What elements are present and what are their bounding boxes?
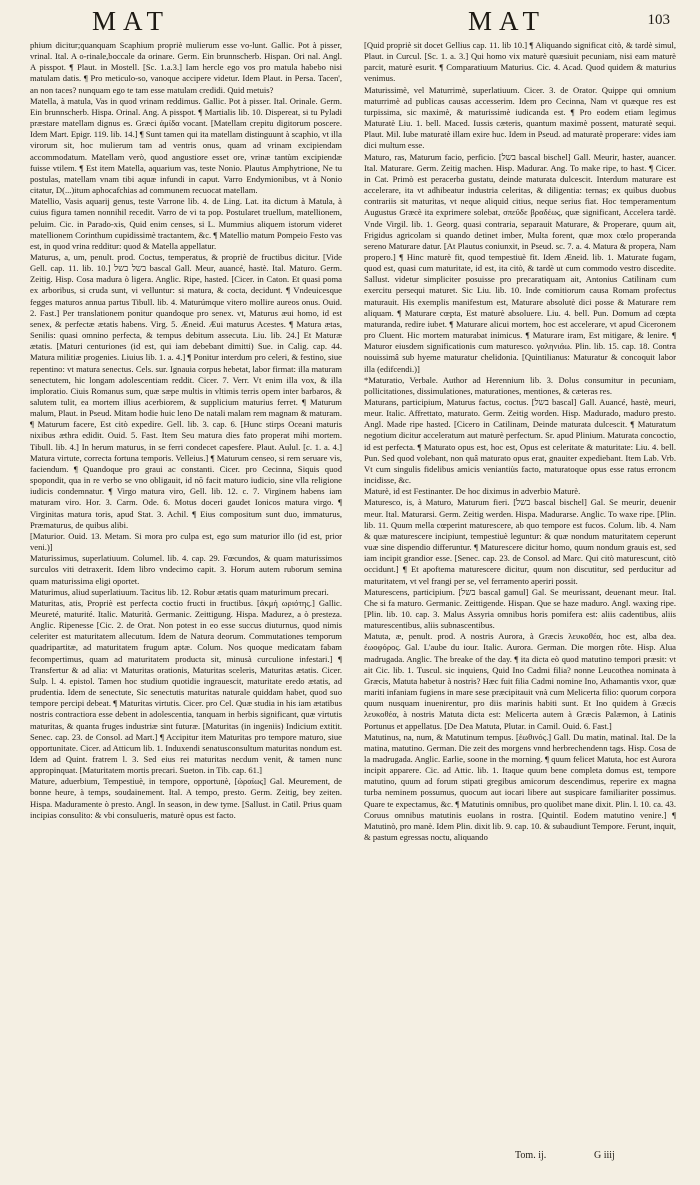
page-number: 103 [647, 12, 670, 28]
signature-mark: G iiij [594, 1150, 615, 1161]
running-head-right: MAT [468, 6, 547, 36]
page-footer [0, 1150, 700, 1170]
dictionary-entry: Matella, à matula, Vas in quod vrinam reddimus. Gallic. Pot à pisser. Ital. Orinale. Germ. Ein brunnscherb. Hispa. Orinal. Ang. A pisspot. ¶ Martialis lib. 10. Dispereat, si tu Pyladi præstare matellam dignus es. Græci ἀμίδα vocant. [Matellam crepitu digitorum poscere. Idem Mart. Epigr. 119. lib. 14.] ¶ Sunt tamen qui ita matellam distinguunt à scaphio, vt illa virorum sit, hoc mulierum tam ad ventris onus, quam ad vrinam excipiendam accommodatum. Matellam verò, quod angustiore esset ore, vrinæ tantùm excipiendæ fuisse vtilem. ¶ Est item Matella, aquarium vas, teste Nonio. Plautus Amphytrione, Ne tu postulas, matellam vnam tibi aquæ infundi in caput. Varro Endymionibus, vt à Nonio citatur, D(...)itum aphocafchias ad communem recuocat matellam. [30, 95, 342, 196]
left-column [30, 40, 342, 843]
dictionary-entry: Maturè, id est Festinanter. De hoc diximus in adverbio Maturè. [364, 486, 581, 497]
dictionary-entry: [Maturior. Ouid. 13. Metam. Si mora pro culpa est, ego sum maturior illo (id est, prior veni.)] [30, 530, 342, 553]
dictionary-entry: Matuta, æ, penult. prod. A nostris Aurora, à Græcis λευκοθέα, hoc est, alba dea. ἐωοφόρος. Gal. L'aube du iour. Italic. Aurora. German. Die morgen rôte. Hisp. Alua madrugada. Anglic. The breake of the day. ¶ ita dicta eò quod matutino tempori præsit: vt ait Cic. lib. 1. Tuscul. sic inquiens, Quid Ino Cadmi filia? nonne Leucothea nominata à Græcis, Matuta habetur à nostris? Hæc fuit filia Cadmi nomine Ino, Athamantis vxor, quæ mariti infaniam fugiens in mare sese præcipitauit vnà cum Melicerta filio: quorum corpora quum nusquam inuenirentur, pro diis marinis habiti sunt. Et Ino quidem à Græcis λευκοθέα, à nostris Matuta dicta est: Melicerta autem à Græcis Palæmon, à Latinis Portunus et appellatus. [De Dea Matuta, Plutar. in Camil. Ouid. 6. Fast.] [364, 631, 676, 731]
dictionary-entry: Maturimus, aliud superlatiuum. Tacitus lib. 12. Robur ætatis quam maturimum precari. [30, 586, 329, 597]
dictionary-entry: Mature, aduerbium, Tempestiuè, in tempore, opportunè, [ὡραίως] Gal. Meurement, de bonne heure, à temps, soudainement. Ital. A tempo, presto. Germ. Zeitig, bey zeiten. Hispa. Maduramente ò presto. Angl. In season, in dew tyme. [Sallust. in Catil. Prius quam incipias consulito: & vbi consulueris, maturè opus est facto. [30, 776, 342, 820]
dictionary-entry: Maturissimè, vel Maturrimè, superlatiuum. Cicer. 3. de Orator. Quippe qui omnium maturrimè ad publicas causas accesserim. Idem pro Cecinna, Nam vt quæque res est turpissima, sic maximè, & maturissimè iudicanda est. ¶ Pro eodem etiam legimus Maturatè Liu. 1. bell. Maced. Iussis cæteris, quantum maximè possent, maturatè sequi. Plaut. Mil. Iube maturatè illam exire huc. Idem in Pseud. ad maturatè properare: vides iam dici multum esse. [364, 84, 676, 151]
dictionary-entry: Matellio, Vasis aquarij genus, teste Varrone lib. 4. de Ling. Lat. ita dictum à Matula, à cuius figura tamen nonnihil recedit. Varro de vi ta pop. Postularet truellum, matellionem, peluim. Cic. in Parado-xis, Quid enim censes, si L. Mummius aliquem istorum videret matellionem Corinthum cupidissimè tractantem, &c. ¶ Matellio matum Pompeio Festo vas est, in quod vrina redditur: quod & Matella appellatur. [30, 196, 342, 251]
dictionary-entry: Maturitas, atis, Propriè est perfecta coctio fructi in fructibus. [ἀκμή ωριότης.] Gallic. Meureté, maturité. Italic. Maturità. Germanic. Zeittigung. Hispa. Madurez, a ò presteza. Anglic. Ripenesse [Cic. 2. de Orat. Non potest in eo esse succus diuturnus, quod nimis celeriter est maturitatem allecutum. Idem de Natura deorum. Commutationes temporum quadripartitæ, ad maturitatem frugum aptæ. Colum. Nos quoque medicatam fabam fecompertimus, quam ad maturitatem producta sit, minusà curculione infestari.] ¶ Transfertur & ad alia: vt Maturitas orationis, Maturitas sceleris, Maturitas ætatis. Cicer. Sulp. l. 4. epistol. Tamen hoc studium quotidie ingrauescit, maturitate eredo ætatis, ad prudentia. Idem de senectute, Sic senectutis maturitas naturale quiddam habet, quod suo tempore percipi debeat. ¶ Maturitas virtutis. Cicer. pro Cel. Quæ studia in his iam ætatibus nostris contractiora esse debent in adolescentia, tanquam in herbis significant, quæ virtutis maturitas, & quanta fruges industriæ sint futuræ. [Maturitas (in ingeniis) Indicium extitit. Senec. cap. 23. de Consol. ad Mart.] ¶ Accipitur item Maturitas pro tempore maturo, siue opportunitate. Cicer. ad Atticum lib. 1. Induxendi senatusconsultum maturitas nondum est. Idem ad Quint. fratrem l. 3. Sed eius rei maturitas necdum venit, & tamen nunc appropinquat. [Maturitatem mortis precari. Sueton. in Tib. cap. 61.] [30, 597, 342, 776]
running-head [30, 4, 676, 40]
right-column [364, 40, 676, 843]
dictionary-entry: *Maturatio, Verbale. Author ad Herennium lib. 3. Dolus consumitur in pecuniam, pollicitationes, dissimulationes, maturationes, mentiones, & cæteras res. [364, 374, 676, 396]
dictionary-entry: Matutinus, na, num, & Matutinum tempus. [ἑωθινός.] Gall. Du matin, matinal. Ital. De la matina, matutino. German. Die zeit des morgens vnnd herbrechendenn tags. Hisp. Cosa de la madrugada. Anglic. Earlie, soone in the morning. ¶ quum felicet Matuta, hoc est Aurora incipit apparere. Cic. ad Attic. lib. 1. Itaque quum bene completa domus est, tempore matutino, quum ad forum stipati gregibus amicorum descendimus, reperire ex magna turba neminem possumus, quocum aut iocari libere aut suspicare familiariter possimus. Quare te expectamus, &c. ¶ Matutinis omnibus, pro quolibet mane dixit. Plin. l. 10. ca. 43. Coruus omnibus matutinis euolans in rostra. [Quintil. Eodem matutino venire.] ¶ Matutinò, pro manè. Idem Plin. dixit lib. 9. cap. 10. & subaudiunt Tempore. Ferunt, inquit, & pastum egressas noctu, aliquando [364, 731, 676, 843]
dictionary-entry: Maturescens, participium. [בשל bascal gamul] Gal. Se meurissant, deuenant meur. Ital. Che si fa maturo. Germanic. Zeittigende. Hispan. Que se haze maduro. Angl. waxing ripe. [Plin. lib. 10. cap. 3. Malus Assyria omnibus horis pomifera est: aliis cadentibus, aliis maturescentibus, aliis subnascentibus. [364, 586, 676, 631]
two-column-body [30, 40, 676, 843]
dictionary-entry: Maturissimus, superlatiuum. Columel. lib. 4. cap. 29. Fœcundos, & quam maturissimos surculos viti detraxerit. Idem libro vndecimo capit. 3. Horum autem ruborum semina quam maturissima eligi oportet. [30, 553, 342, 586]
dictionary-entry: Maturesco, is, à Maturo, Maturum fieri. [בשל bascal bischel] Gal. Se meurir, deuenir meur. Ital. Maturarsi. Germ. Zeitig werden. Hispa. Madurarse. Anglic. To waxe ripe. [Plin. lib. 11. Quum mella cœperint maturescere, ab quo tempore est fucos. Colum. lib. 4. Nam & quæ maturescere incipiunt, tempestiuè leguntur: & quæ nondum maturitatem ceperunt vuæ sine dispendio differuntur. ¶ Maturescere dicitur homo, quum nondum grauis est, sed iam incipit grandior esse. [Senec. cap. 23. de Consol. ad Marc. Qui citò maturescunt, citò occidunt.] ¶ Et apoftema maturescere dicitur, quum non discutitur, sed perducitur ad maturitatem, vt vel frangi per se, vel ferramento aperiri possit. [364, 497, 676, 586]
dictionary-entry: [Quid propriè sit docet Gellius cap. 11. lib 10.] ¶ Aliquando significat citò, & tardè simul, Plaut. in Curcul. [Sc. 1. a. 3.] Qui homo vix maturè quæsiuit pecuniam, nisi eam maturè parcit, maturè esurit. ¶ Comparatiuum Maturius. Cic. 4. Acad. Quod quidem & maturius venimus. [364, 40, 676, 84]
volume-mark: Tom. ij. [515, 1150, 547, 1161]
dictionary-entry: Maturans, participium, Maturus factus, coctus. [בשל bascal] Gall. Auancé, hastè, meuri, meur. Italic. Affrettato, maturato. Germ. Zeitig worden. Hisp. Madurado, maduro presto. Angl. Made ripe hasted. [Cicero in Catilinam, Deinde maturata dulcescit. ¶ Maturatum negotium dicitur acceleratum aut maturè perfectum. Sr. apud Plinium. Maturata concoctio, id est perfecta. ¶ Maturato opus est, hoc est, Opus est celeritate & maturitate: Liu. 4. bell. Pun. Sed quod volebant, non quâ maturato opus erat, gnauiter expediebant. Item Lab. Vrb. Vt cum singulis fidelibus amicis veniantiùs facto, maturatoque opus esse ratus erroncm incidisse, &c. [364, 397, 677, 486]
running-head-left: MAT [92, 6, 171, 36]
dictionary-entry: Maturo, ras, Maturum facio, perficio. [בשל bascal bischel] Gall. Meurir, haster, auancer. Ital. Maturare. Germ. Zeitig machen. Hisp. Madurar. Ang. To make ripe, to hast. ¶ Cicer. in Cat. Primò est peracerba gustatu, deinde maturata dulcescit. Interdum maturare est accelerare, ita vt adhibeatur industria celeritas, & diligentia: ternas; ex quibus duobus contrariis sit maturitas, vt neque aliquid citius, neque serius fiat. Hoc temperamentum Augustus Græcè ita exprimere solebat, σπεῦδε βραδέως, quæ significant, Accelera tardè. Vnde Virgil. lib. 1. Georg. quasi contraria, separauit Maturare, & Properare, quum ait, Frigidus agricolam si quando detinet imber, Multa forent, quæ mox cœlo properanda sereno Maturare datur. [At Plautus coniunxit, in Pseud. sc. 7. a. 4. Matura & propera, Nam propero.] ¶ Hinc maturè fit, quod tempestiuè fit. Idem Æneid. lib. 1. Maturate fugam, quod est, quasi cum maturitate, id est, ita citò, & tardè ut cum commodo vestro discedite. Sallust. videtur simpliciter posuisse pro precaratiquam ait, Antonius Catilinam cum exercitu persequi maturet. Sic Liu. lib. 10. Inde comitiorum causa Romam profectus maturauit. His exemplis manifestum est, Maturare absolutè dici posse & Maturare rem aliquam. ¶ Maturare cœpta, Est maturè absoluere. Liu. 4. bell. Pun. Domum ad cœpta maturanda, redire iubet. ¶ Maturare alicui mortem, hoc est accelerare, vt apud Ciceronem pro Cluent. Hic mortem maturabat inimicus. ¶ Maturare iram, Est mitigare, & lenire. ¶ Maturor eiusdem significationis cum maturesco. γαληνιάω. Plin. lib. 15. cap. 18. Contra nouissimâ sub hyeme maturatur chelidonia. [Quintilianus: Maturatur & concoquit labor illa (edifcendi.)] [364, 151, 676, 374]
dictionary-entry: Maturus, a, um, penult. prod. Coctus, temperatus, & propriè de fructibus dicitur. [Vide Gell. cap. 11. lib. 10.] בשל בשל bascal Gall. Meur, auancé, hastè. Ital. Maturo. Germ. Zeitig. Hisp. Cosa madura ò ligera. Anglic. Ripe, hasted. [Cicer. in Caton. Et quasi poma ex arboribus, si cruda sunt, vi velluntur: si matura, & cocta, decidunt. ¶ Vndeuicesque fegges maturos annua partus Tibull. lib. 4. Maturúmque vitero mollire aureos onus. Ouid. 2. Fast.] Per translationem ponitur quandoque pro senex. vt, Maturus æui homo, id est senex, & perfectæ ætatis habens. Virg. 5. Æneid. Æui maturus Acestes. ¶ Matura ætas, Senilis: quasi omnino perfecta, & tempus debitum assecuta. Liu. lib. 24.] Et Maturæ ætatis. [Maturi centuriones (id est, qui iam debebant dimitti) Sue. in Calig. cap. 44. Matura militiæ progenies. Liuius lib. 1. a. 4.] ¶ Ponitur interdum pro celeri, & festino, siue repentino: vt matura senectus. Cels. sur. Ignauia corpus hebetat, labor firmat: illa maturam senectutem, hic longam adolescentiam reddit. Cicer. 7. Verr. Vt enim illa vox, & illa imploratio. Ciuis Romanus sum, quæ sæpe multis in vltimis terris opem inter barbaros, & salutem tulit, ea mortem illius acerbiorem, & supplicium maturius ferret. ¶ Maturum malum, Plaut. in Pseud. Mitam hodie huic leno De natali malam rem magnam & maturam. ¶ Maturum facere, Est citò expedire. Gell. lib. 3. cap. 6. [Hunc stirps Oceani maturis nixibus æthra edidit. Ouid. 5. Fast. Item Seu matura dies fato properat mihi mortem. Tibull. lib. 4.] In herum maturus, in se ferri condecet capesfere. Plaut. Aulul. [c. 1. a. 4.] Matura virtute, correcta fortuna temporis. Velleius.] ¶ Maturum censeo, si rem seruare vis, faciendum. ¶ Quandoque pro graui ac constanti. Cicer. pro Cecinna, Siquis quod spopondit, qua in re verbo se vno obligauit, id nō facit maturo iudicio, sine vlla religione iudicis condemnatur. ¶ Virgo matura viro, Gell. lib. 12. c. 7. Virginem habens iam maturam viro. Hor. 3. Carm. Ode. 6. Motus doceri gaudet Ionicos matura virgo. ¶ Virginitas matura toris, apud Stat. 3. Achil. ¶ Eius compositum sunt duo, immaturus, Præmaturus, de quibus alibi. [30, 251, 342, 530]
dictionary-entry: phium dicitur;quanquam Scaphium propriè mulierum esse vo-lunt. Gallic. Pot à pisser, vrinal. Ital. A o-rinale,boccale da orinare. Germ. Ein brunnscherb. Hispan. Ori nal. Angl. A pisspot. ¶ Plaut. in Mostell. [Sc. 1.a.3.] Iam hercle ego vos pro matula habebo nisi matulam datis. ¶ Pro meticulo-so, vanoque accipere videtur. Idem Plaut. in Persa. Tacen', an non taces? nunquam ego te tam esse matulam credidi. Quid metuis? [30, 40, 342, 95]
